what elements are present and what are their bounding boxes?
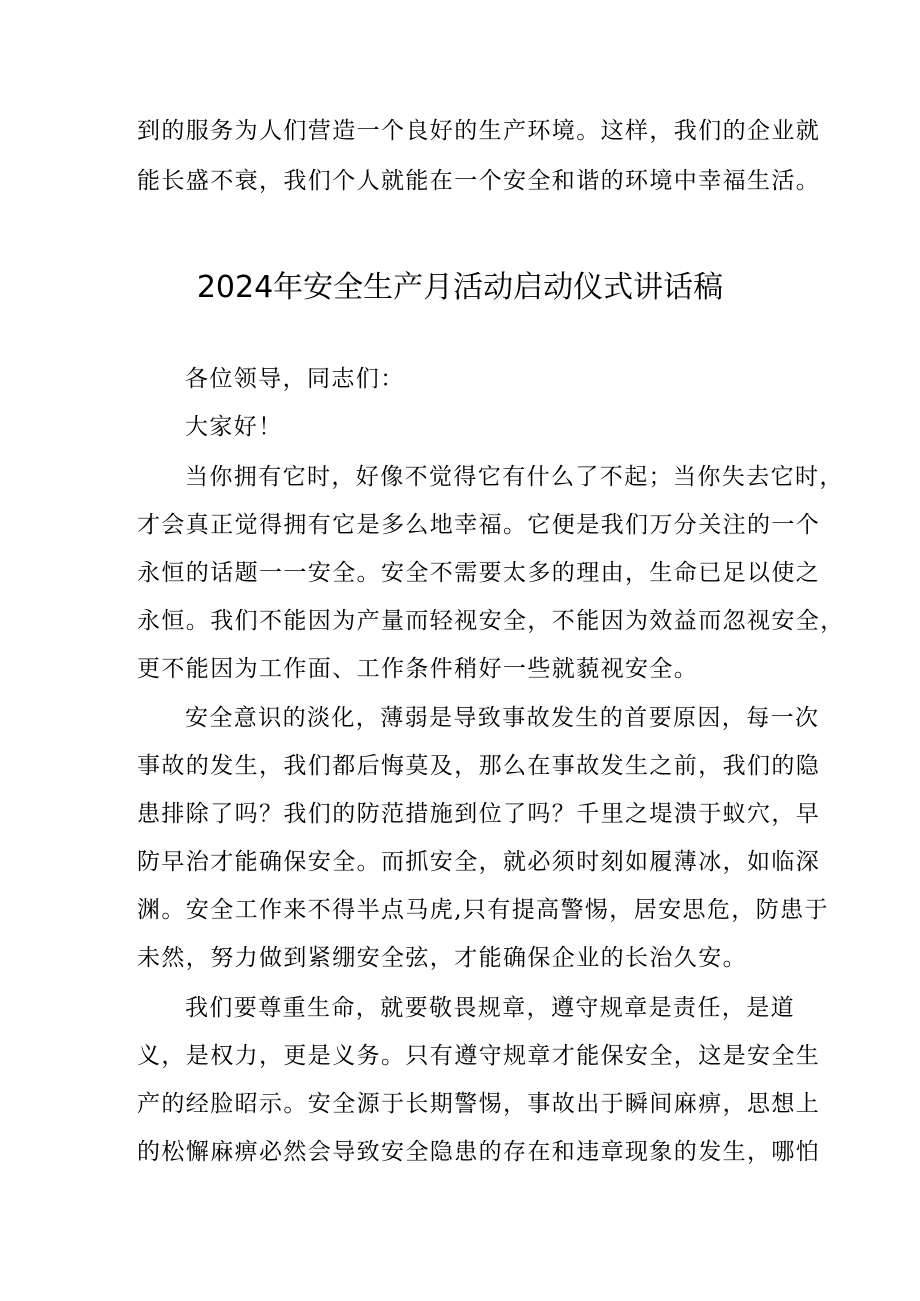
paragraph2-line-3: 患排除了吗？我们的防范措施到位了吗？千里之堤溃于蚁穴，早 bbox=[137, 801, 821, 827]
greeting: 大家好！ bbox=[185, 414, 283, 440]
paragraph1-line-4: 永恒。我们不能因为产量而轻视安全，不能因为效益而忽视安全， bbox=[137, 608, 845, 634]
paragraph3-line-2: 义，是权力，更是义务。只有遵守规章才能保安全，这是安全生 bbox=[137, 1043, 821, 1069]
paragraph3-line-4: 的松懈麻痹必然会导致安全隐患的存在和违章现象的发生，哪怕 bbox=[137, 1139, 821, 1165]
top-paragraph-line-1: 到的服务为人们营造一个良好的生产环境。这样，我们的企业就 bbox=[137, 118, 821, 144]
paragraph2-line-5: 渊。安全工作来不得半点马虎,只有提高警惕，居安思危，防患于 bbox=[137, 897, 829, 923]
salutation: 各位领导，同志们： bbox=[185, 366, 405, 392]
paragraph2-line-1: 安全意识的淡化，薄弱是导致事故发生的首要原因，每一次 bbox=[185, 705, 820, 731]
paragraph2-line-6: 未然，努力做到紧绷安全弦，才能确保企业的长治久安。 bbox=[137, 945, 747, 971]
document-title: 2024年安全生产月活动启动仪式讲话稿 bbox=[196, 270, 724, 305]
paragraph2-line-4: 防早治才能确保安全。而抓安全，就必须时刻如履薄冰，如临深 bbox=[137, 849, 821, 875]
paragraph1-line-3: 永恒的话题一一安全。安全不需要太多的理由，生命已足以使之 bbox=[137, 560, 821, 586]
paragraph1-line-5: 更不能因为工作面、工作条件稍好一些就藐视安全。 bbox=[137, 656, 699, 682]
paragraph3-line-3: 产的经脸昭示。安全源于长期警惕，事故出于瞬间麻痹，思想上 bbox=[137, 1091, 821, 1117]
paragraph1-line-1: 当你拥有它时，好像不觉得它有什么了不起；当你失去它时， bbox=[185, 464, 844, 490]
paragraph3-line-1: 我们要尊重生命，就要敬畏规章，遵守规章是责任，是道 bbox=[185, 995, 795, 1021]
top-paragraph-line-2: 能长盛不衰，我们个人就能在一个安全和谐的环境中幸福生活。 bbox=[137, 168, 821, 194]
paragraph1-line-2: 才会真正觉得拥有它是多么地幸福。它便是我们万分关注的一个 bbox=[137, 512, 821, 538]
paragraph2-line-2: 事故的发生，我们都后悔莫及，那么在事故发生之前，我们的隐 bbox=[137, 753, 821, 779]
